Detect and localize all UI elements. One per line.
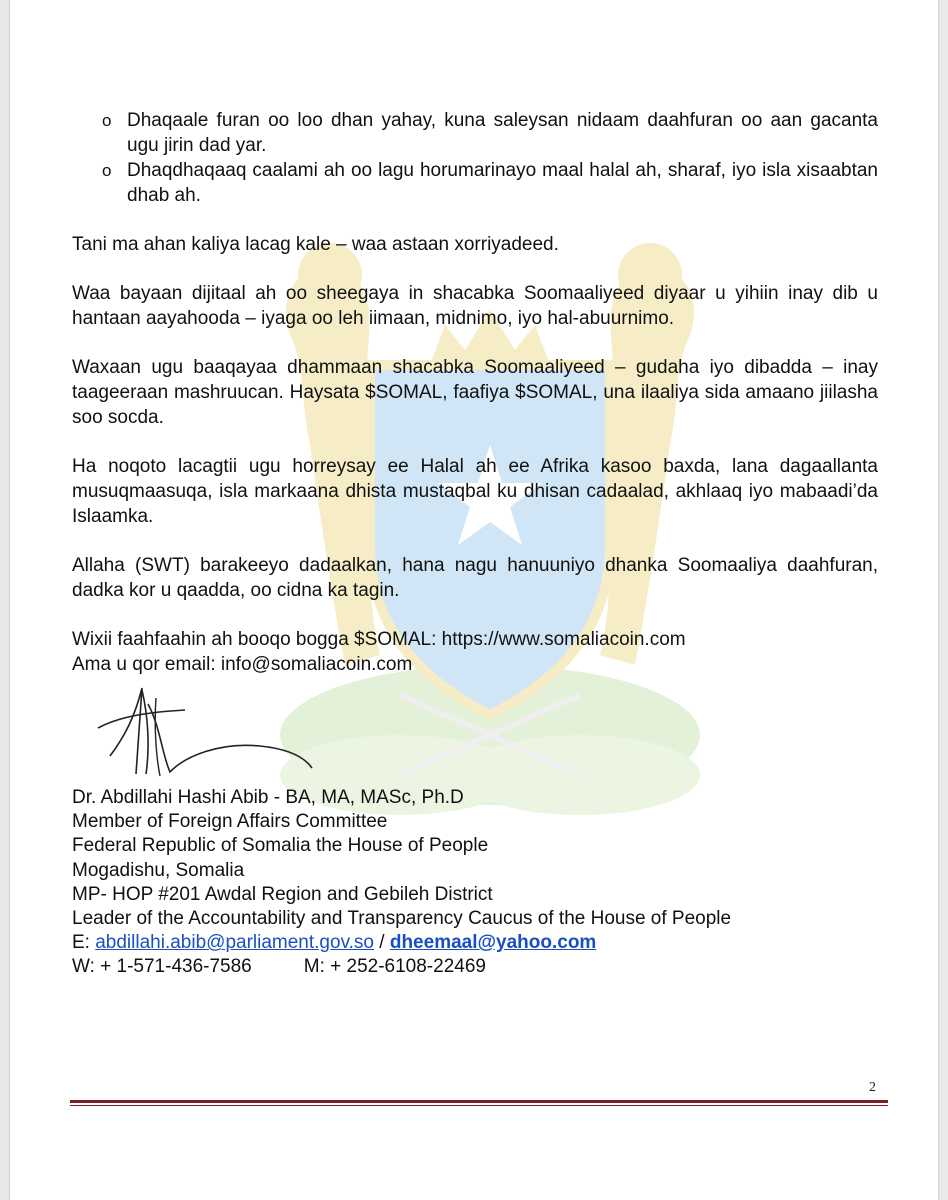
- bullet-marker: o: [102, 161, 112, 180]
- list-item-text: Dhaqdhaqaaq caalami ah oo lagu horumarinayo maal halal ah, sharaf, iyo isla xisaabtan dhab ah.: [127, 160, 878, 206]
- paragraph: Ha noqoto lacagtii ugu horreysay ee Halal ah ee Afrika kasoo baxda, lana dagaallanta musuqmaasuqa, isla markaana dhista mustaqbal ku dhisan cadaalad, akhlaaq iyo mabaadi’da Islaamka.: [72, 456, 878, 527]
- primary-email-link[interactable]: abdillahi.abib@parliament.gov.so: [95, 932, 374, 954]
- signatory-name: Dr. Abdillahi Hashi Abib - BA, MA, MASc, Ph.D: [72, 787, 464, 808]
- signatory-location: Mogadishu, Somalia: [72, 859, 245, 881]
- email-prefix: E:: [72, 932, 96, 954]
- bullet-list: [72, 108, 878, 208]
- handwritten-signature-icon: [90, 676, 320, 786]
- mobile-phone: M: + 252-6108-22469: [303, 956, 486, 978]
- signatory-role: Member of Foreign Affairs Committee: [72, 811, 388, 833]
- email-row: [72, 931, 731, 955]
- signature-block: [72, 786, 731, 980]
- footer-rule-thin: [70, 1105, 888, 1106]
- bullet-marker: o: [102, 111, 112, 130]
- list-item: [72, 158, 878, 208]
- email-separator: /: [374, 932, 390, 954]
- work-phone: W: + 1-571-436-7586: [72, 956, 252, 978]
- phone-row: [72, 955, 731, 979]
- signatory-caucus: Leader of the Accountability and Transparency Caucus of the House of People: [72, 908, 732, 930]
- footer-rule: [70, 1100, 888, 1103]
- email-line: Ama u qor email: info@somaliacoin.com: [72, 654, 413, 675]
- page-number: 2: [869, 1080, 876, 1095]
- signatory-seat: MP- HOP #201 Awdal Region and Gebileh District: [72, 883, 493, 905]
- contact-info: [72, 627, 878, 677]
- signatory-institution: Federal Republic of Somalia the House of People: [72, 835, 489, 857]
- paragraph: Waxaan ugu baaqayaa dhammaan shacabka Soomaaliyeed – gudaha iyo dibadda – inay taageeraan mashruucan. Haysata $SOMAL, faafiya $SOMAL, una ilaaliya sida amaano jiilasha soo socda.: [72, 357, 878, 428]
- website-line: Wixii faahfaahin ah booqo bogga $SOMAL: https://www.somaliacoin.com: [72, 629, 686, 650]
- paragraph: Waa bayaan dijitaal ah oo sheegaya in shacabka Soomaaliyeed diyaar u yihiin inay dib u hantaan aayahooda – iyaga oo leh iimaan, midnimo, iyo hal-abuurnimo.: [72, 283, 878, 329]
- paragraph: Allaha (SWT) barakeeyo dadaalkan, hana nagu hanuuniyo dhanka Soomaaliya daahfuran, dadka kor u qaadda, oo cidna ka tagin.: [72, 555, 878, 601]
- list-item: [72, 108, 878, 158]
- document-page: [10, 0, 938, 1200]
- list-item-text: Dhaqaale furan oo loo dhan yahay, kuna saleysan nidaam daahfuran oo aan gacanta ugu jirin dad yar.: [127, 110, 878, 156]
- letter-body: [72, 108, 878, 677]
- paragraph: Tani ma ahan kaliya lacag kale – waa astaan xorriyadeed.: [72, 234, 559, 255]
- secondary-email-link[interactable]: dheemaal@yahoo.com: [389, 932, 597, 954]
